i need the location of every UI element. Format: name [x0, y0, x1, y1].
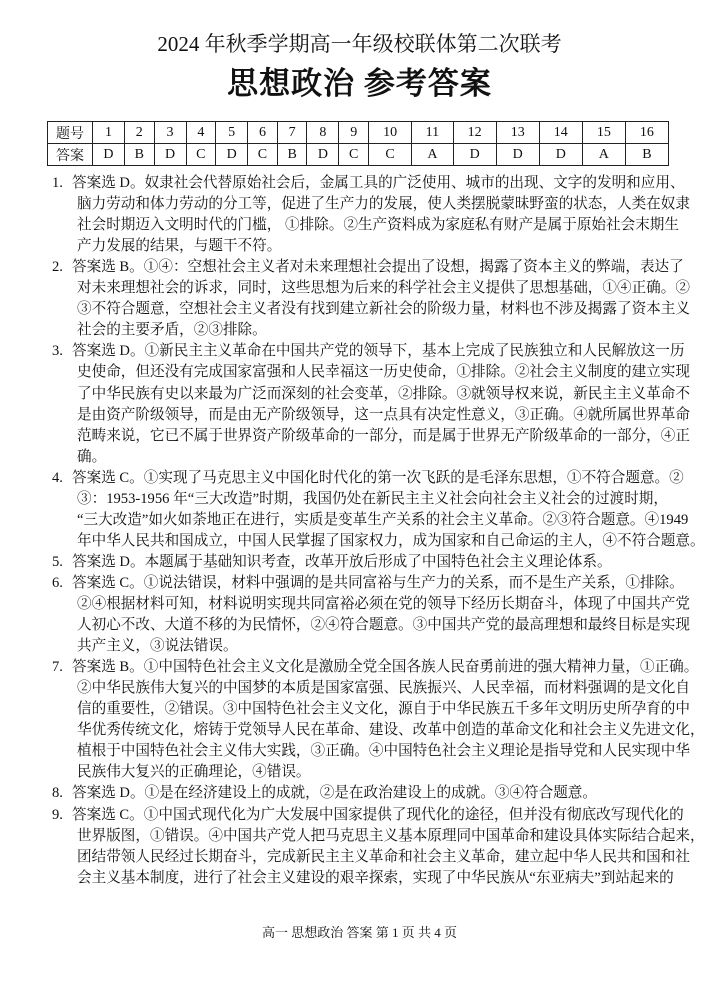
item-number: 5. — [52, 553, 63, 570]
answer-cell: C — [339, 144, 369, 166]
explanation-line: 年中华人民共和国成立，中国人民掌握了国家权力，成为国家和自己命运的主人，④不符合题意。 — [77, 532, 705, 549]
explanation-line: 答案选 D。奴隶社会代替原始社会后，金属工具的广泛使用、城市的出现、文字的发明和应用、 — [72, 175, 685, 191]
explanation-line: 团结带领人民经过长期奋斗，完成新民主主义革命和社会主义革命，建立起中华人民共和国和社 — [77, 848, 690, 865]
explanation-line: ②中华民族伟大复兴的中国梦的本质是国家富强、民族振兴、人民幸福，而材料强调的是文化自 — [77, 680, 690, 697]
answer-table — [47, 121, 669, 166]
explanation-line: 世界版图，①错误。④中国共产党人把马克思主义基本原理同中国革命和建设具体实际结合起来， — [77, 827, 705, 844]
explanation-line: 史使命，但还没有完成国家富强和人民幸福这一历史使命，①排除。②社会主义制度的建立实现 — [77, 364, 690, 381]
answer-cell: D — [93, 144, 125, 166]
answer-cell: B — [277, 144, 307, 166]
answer-cell: C — [186, 144, 216, 166]
explanation-line: 植根于中国特色社会主义伟大实践，③正确。④中国特色社会主义理论是指导党和人民实现中华 — [77, 743, 690, 760]
question-number-cell: 7 — [277, 122, 307, 144]
question-number-cell: 12 — [453, 122, 496, 144]
question-number-cell: 8 — [307, 122, 339, 144]
explanation-line: 人初心不改、大道不移的为民情怀，②④符合题意。③中国共产党的最高理想和最终目标是实现 — [77, 617, 690, 634]
explanation-line: 会主义基本制度，进行了社会主义建设的艰辛探索，实现了中华民族从“东亚病夫”到站起来的 — [77, 869, 674, 886]
item-number: 3. — [52, 343, 63, 360]
question-number-cell: 4 — [186, 122, 216, 144]
question-number-cell: 6 — [248, 122, 278, 144]
explanation-line: 信的重要性，②错误。③中国特色社会主义文化，源自于中华民族五千多年文明历史所孕育的中 — [77, 701, 690, 718]
item-number: 8. — [52, 785, 63, 802]
question-number-cell: 13 — [496, 122, 539, 144]
answer-cell: D — [453, 144, 496, 166]
answer-cell: D — [216, 144, 248, 166]
explanation-line: ②④根据材料可知，材料说明实现共同富裕必须在党的领导下经历长期奋斗，体现了中国共产党 — [77, 596, 690, 612]
answer-cell: A — [412, 144, 454, 166]
explanation-line: 答案选 D。本题属于基础知识考查，改革开放后形成了中国特色社会主义理论体系。 — [72, 553, 612, 570]
explanation-line: 答案选 D。①新民主主义革命在中国共产党的领导下，基本上完成了民族独立和人民解放这一历 — [72, 343, 685, 360]
explanation-line: 社会的主要矛盾，②③排除。 — [77, 322, 267, 339]
explanation-line: “三大改造”如火如荼地正在进行，实质是变革生产关系的社会主义革命。②③符合题意。④1949 — [77, 511, 689, 528]
answer-cell: C — [248, 144, 278, 166]
item-number: 6. — [52, 574, 63, 591]
question-number-cell: 1 — [93, 122, 125, 144]
explanation-line: 脑力劳动和体力劳动的分工等，促进了生产力的发展，使人类摆脱蒙昧野蛮的状态，人类在奴隶 — [77, 196, 690, 213]
explanation-line: 范畴来说，它已不属于世界资产阶级革命的一部分，而是属于世界无产阶级革命的一部分，④正 — [77, 427, 690, 444]
explanation-line: 产力发展的结果，与题干不符。 — [77, 238, 282, 255]
explanation-line: 答案选 C。①中国式现代化为广大发展中国家提供了现代化的途径，但并没有彻底改写现代化的 — [72, 806, 684, 823]
item-number: 4. — [52, 469, 63, 486]
answer-cell: A — [582, 144, 625, 166]
question-number-cell: 3 — [154, 122, 186, 144]
answer-cell: B — [124, 144, 154, 166]
item-number: 9. — [52, 806, 63, 823]
question-number-row — [48, 122, 669, 144]
question-number-cell: 10 — [369, 122, 412, 144]
item-number: 2. — [52, 259, 63, 276]
question-number-cell: 15 — [582, 122, 625, 144]
explanation-line: ③不符合题意，空想社会主义者没有找到建立新社会的阶级力量，材料也不涉及揭露了资本主义 — [77, 301, 690, 318]
page-footer: 高一 思想政治 答案 第 1 页 共 4 页 — [261, 925, 457, 940]
explanation-line: 民族伟大复兴的正确理论，④错误。 — [77, 764, 311, 781]
explanation-line: 共产主义，③说法错误。 — [77, 638, 238, 655]
explanation-line: 对未来理想社会的诉求，同时，这些思想为后来的科学社会主义提供了思想基础，①④正确。② — [77, 280, 690, 297]
explanation-line: 华优秀传统文化，熔铸于党领导人民在革命、建设、改革中创造的革命文化和社会主义先进文化， — [77, 722, 705, 739]
answer-cell: D — [539, 144, 582, 166]
answer-cell: D — [496, 144, 539, 166]
explanation-line: 答案选 B。①④：空想社会主义者对未来理想社会提出了设想，揭露了资本主义的弊端，表达了 — [72, 259, 684, 276]
question-number-cell: 9 — [339, 122, 369, 144]
explanation-line: 答案选 C。①说法错误，材料中强调的是共同富裕与生产力的关系，而不是生产关系，①排除。 — [72, 574, 684, 591]
answer-cell: D — [307, 144, 339, 166]
answer-cell: D — [154, 144, 186, 166]
explanation-line: 是由资产阶级领导，而是由无产阶级领导，这一点具有决定性意义，③正确。④就所属世界革命 — [77, 406, 690, 423]
explanation-line: 答案选 D。①是在经济建设上的成就，②是在政治建设上的成就。③④符合题意。 — [72, 785, 597, 802]
explanation-line: 答案选 C。①实现了马克思主义中国化时代化的第一次飞跃的是毛泽东思想，①不符合题意。② — [72, 469, 684, 486]
exam-title: 2024 年秋季学期高一年级校联体第二次联考 — [157, 32, 562, 56]
row-label: 答案 — [48, 144, 93, 166]
explanation-line: 社会时期迈入文明时代的门槛， ①排除。②生产资料成为家庭私有财产是属于原始社会末期生 — [77, 217, 679, 234]
document-subtitle: 思想政治 参考答案 — [227, 66, 492, 101]
question-number-cell: 16 — [625, 122, 668, 144]
explanation-line: 确。 — [77, 448, 107, 465]
question-number-cell: 14 — [539, 122, 582, 144]
item-number: 1. — [52, 175, 63, 191]
answer-cell: C — [369, 144, 412, 166]
explanation-line: 了中华民族有史以来最为广泛而深刻的社会变革，②排除。③就领导权来说，新民主主义革命不 — [77, 385, 690, 402]
question-number-cell: 5 — [216, 122, 248, 144]
explanation-line: 答案选 B。①中国特色社会主义文化是激励全党全国各族人民奋勇前进的强大精神力量，①正确。 — [72, 659, 699, 676]
question-number-cell: 2 — [124, 122, 154, 144]
answer-cell: B — [625, 144, 668, 166]
explanation-line: ③：1953-1956 年“三大改造”时期，我国仍处在新民主主义社会向社会主义社会的过渡时期， — [77, 490, 668, 507]
row-label: 题号 — [48, 122, 93, 144]
answer-row — [48, 144, 669, 166]
item-number: 7. — [52, 659, 63, 676]
question-number-cell: 11 — [412, 122, 454, 144]
